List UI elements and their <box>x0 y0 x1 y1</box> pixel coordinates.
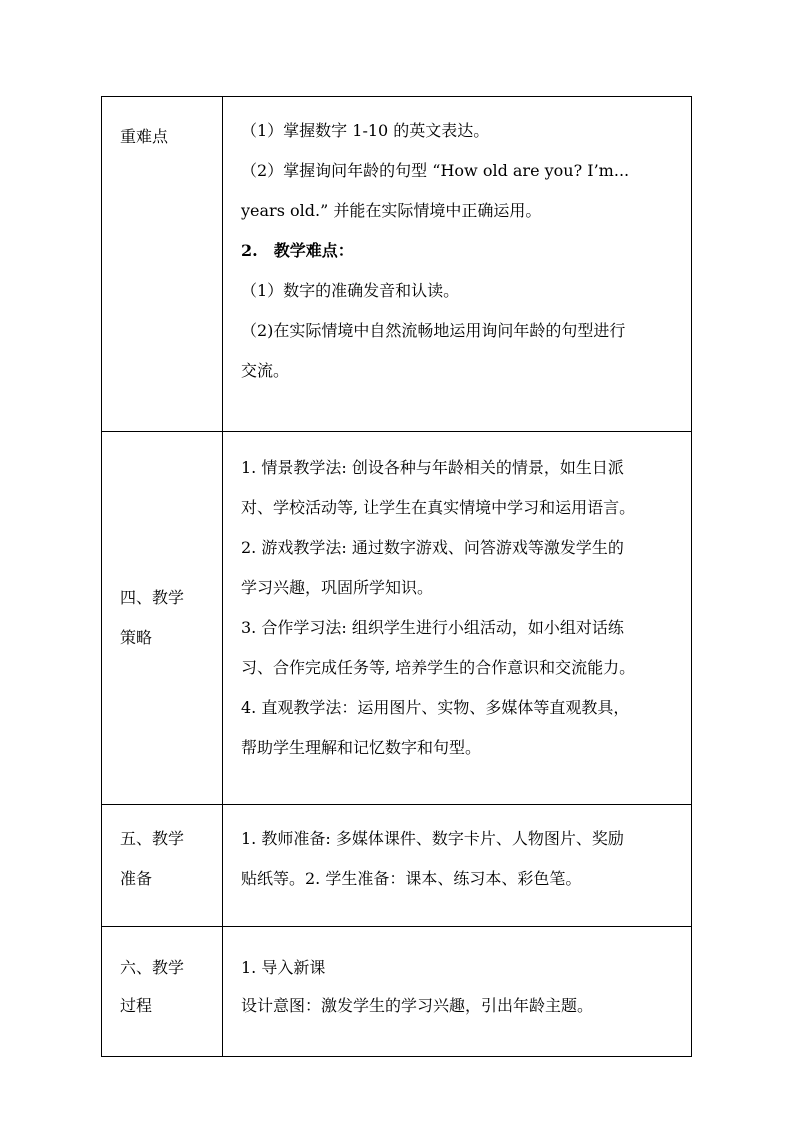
table-row <box>102 97 692 432</box>
table-row <box>102 432 692 805</box>
row-content <box>223 927 692 1057</box>
row-content <box>223 805 692 927</box>
table-row <box>102 927 692 1057</box>
content-line: 贴纸等。2. 学生准备：课本、练习本、彩色笔。 <box>241 869 582 888</box>
content-line: （2）掌握询问年龄的句型 “How old are you? I’m... <box>241 161 630 180</box>
content-line: 1. 教师准备: 多媒体课件、数字卡片、人物图片、奖励 <box>241 829 624 848</box>
content-line: 习、合作完成任务等, 培养学生的合作意识和交流能力。 <box>241 658 636 677</box>
content-line: 4. 直观教学法：运用图片、实物、多媒体等直观教具， <box>241 698 630 717</box>
row-content <box>223 97 692 432</box>
content-line: （1）数字的准确发音和认读。 <box>241 281 460 300</box>
row-label-text: 过程 <box>120 996 153 1015</box>
lesson-plan-table <box>101 96 692 1057</box>
content-line: years old.” 并能在实际情境中正确运用。 <box>241 201 542 220</box>
row-label-text: 重难点 <box>120 127 169 146</box>
row-label-text: 五、教学 <box>120 829 185 848</box>
content-line: （1）掌握数字 1-10 的英文表达。 <box>241 121 490 140</box>
row-label-text: 六、教学 <box>120 958 185 977</box>
content-line: 1. 导入新课 <box>241 958 326 977</box>
content-line: 3. 合作学习法: 组织学生进行小组活动，如小组对话练 <box>241 618 624 637</box>
row-label-text: 准备 <box>120 869 153 888</box>
content-line: （2)在实际情境中自然流畅地运用询问年龄的句型进行 <box>241 321 626 340</box>
row-label-text: 策略 <box>120 628 153 647</box>
content-line: 帮助学生理解和记忆数字和句型。 <box>241 738 482 757</box>
content-line: 交流。 <box>241 361 290 380</box>
row-label <box>102 97 223 432</box>
row-label <box>102 432 223 805</box>
table-row <box>102 805 692 927</box>
section-heading: 2. 教学难点： <box>241 241 354 260</box>
content-line: 2. 游戏教学法: 通过数字游戏、问答游戏等激发学生的 <box>241 538 624 557</box>
row-label-text: 四、教学 <box>120 588 185 607</box>
content-line: 设计意图：激发学生的学习兴趣，引出年龄主题。 <box>241 996 594 1015</box>
content-line: 1. 情景教学法: 创设各种与年龄相关的情景，如生日派 <box>241 458 624 477</box>
content-line: 对、学校活动等, 让学生在真实情境中学习和运用语言。 <box>241 498 636 517</box>
row-label <box>102 927 223 1057</box>
content-line: 学习兴趣，巩固所学知识。 <box>241 578 434 597</box>
row-content <box>223 432 692 805</box>
row-label <box>102 805 223 927</box>
